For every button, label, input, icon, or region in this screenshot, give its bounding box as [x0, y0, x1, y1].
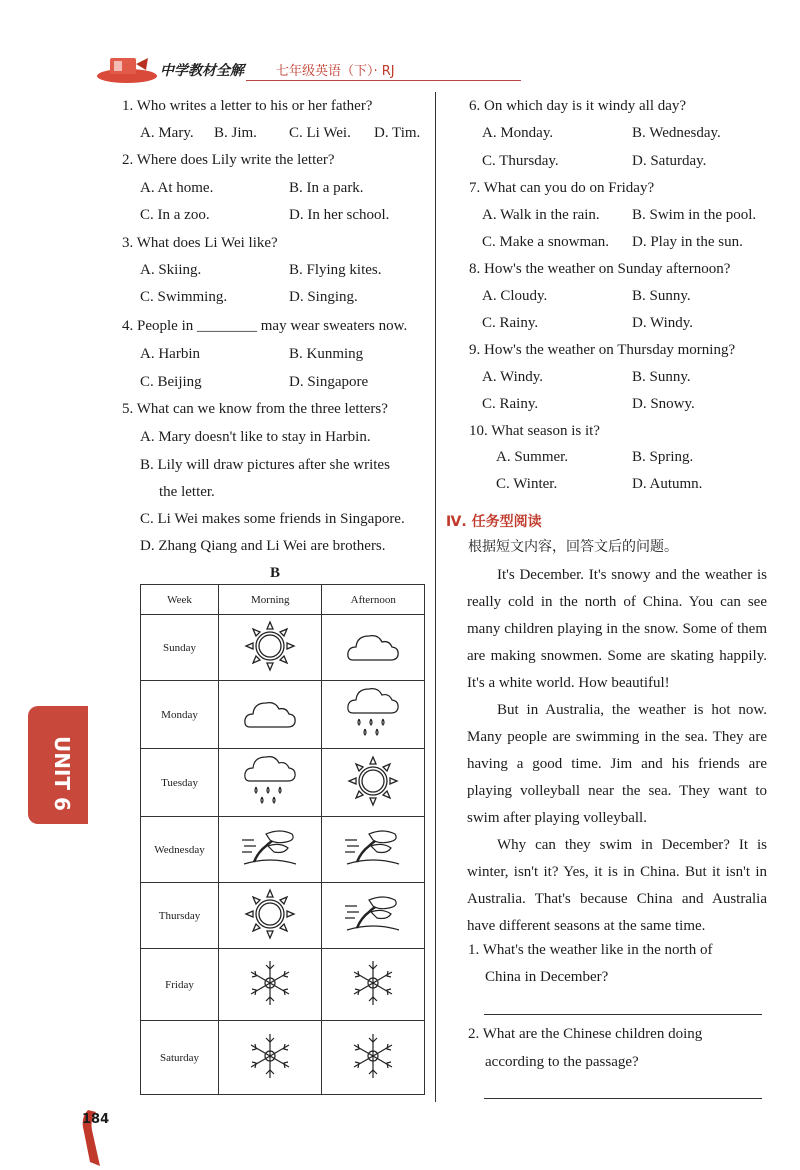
sunny-icon — [219, 615, 322, 681]
windy-icon — [219, 817, 322, 883]
unit-side-tab — [28, 706, 88, 824]
option: C. Make a snowman. — [482, 234, 610, 250]
option: B. Jim. — [214, 125, 257, 141]
option: B. Lily will draw pictures after she writes — [140, 457, 390, 473]
day-cell: Sunday — [141, 615, 219, 681]
option: B. Kunming — [289, 346, 364, 362]
question-2: 2. Where does Lily write the letter? — [122, 152, 335, 168]
section-heading: Ⅳ. 任务型阅读 — [446, 514, 542, 530]
option: A. Summer. — [496, 449, 569, 465]
option: D. Saturday. — [632, 153, 707, 169]
rainy-icon — [219, 749, 322, 817]
option: C. In a zoo. — [140, 207, 210, 223]
table-row — [141, 681, 425, 749]
option: B. Swim in the pool. — [632, 207, 757, 223]
header-rule — [246, 80, 521, 81]
snowy-icon — [322, 949, 425, 1021]
option: C. Li Wei. — [289, 125, 351, 141]
question-3: 3. What does Li Wei like? — [122, 235, 278, 251]
column-divider — [435, 92, 436, 1102]
cloudy-icon — [322, 615, 425, 681]
section-instruction: 根据短文内容，回答文后的问题。 — [468, 539, 678, 555]
page-number: 184 — [82, 1112, 110, 1127]
option: D. Play in the sun. — [632, 234, 743, 250]
option: C. Beijing — [140, 374, 202, 390]
passage-paragraph: But in Australia, the weather is hot now. Many people are swimming in the sea. They are having a good time. Jim and his friends are playing volleyball near the sea. They want to swim after playing volleyball. — [467, 702, 767, 826]
header-week: Week — [141, 585, 219, 615]
option: D. In her school. — [289, 207, 390, 223]
table-row — [141, 1021, 425, 1095]
question-8: 8. How's the weather on Sunday afternoon? — [469, 261, 731, 277]
option: C. Winter. — [496, 476, 558, 492]
option: C. Rainy. — [482, 396, 539, 412]
option: A. At home. — [140, 180, 214, 196]
option: D. Windy. — [632, 315, 694, 331]
day-cell: Tuesday — [141, 749, 219, 817]
book-subtitle: 七年级英语（下）· RJ — [276, 64, 395, 79]
rainy-icon — [322, 681, 425, 749]
day-cell: Friday — [141, 949, 219, 1021]
table-row — [141, 615, 425, 681]
option: A. Mary. — [140, 125, 194, 141]
windy-icon — [322, 883, 425, 949]
option: B. Flying kites. — [289, 262, 382, 278]
option: C. Swimming. — [140, 289, 228, 305]
sunny-icon — [322, 749, 425, 817]
passage-paragraph: Why can they swim in December? It is winter, isn't it? Yes, it is in China. But it isn't in Australia. That's because China and Australia have different seasons at the same time. — [467, 837, 767, 934]
question-7: 7. What can you do on Friday? — [469, 180, 655, 196]
question-10: 10. What season is it? — [469, 423, 600, 439]
option: A. Windy. — [482, 369, 544, 385]
option: D. Singing. — [289, 289, 358, 305]
reading-question-1-cont: China in December? — [485, 969, 609, 985]
option: A. Walk in the rain. — [482, 207, 600, 223]
page-header — [96, 48, 436, 88]
passage-paragraph: It's December. It's snowy and the weather is really cold in the north of China. You can see many children playing in the snow. Some of them are making snowmen. Some are skating happily. It's a white world. How beautiful! — [467, 567, 767, 691]
book-logo-icon — [96, 54, 158, 84]
header-morning: Morning — [219, 585, 322, 615]
table-row — [141, 883, 425, 949]
option: D. Tim. — [374, 125, 421, 141]
table-title: B — [270, 565, 281, 581]
option: D. Singapore — [289, 374, 369, 390]
option: D. Snowy. — [632, 396, 695, 412]
snowy-icon — [219, 949, 322, 1021]
question-1: 1. Who writes a letter to his or her father? — [122, 98, 373, 114]
table-row — [141, 749, 425, 817]
option: C. Rainy. — [482, 315, 539, 331]
question-4: 4. People in ________ may wear sweaters now. — [122, 318, 408, 334]
option: A. Cloudy. — [482, 288, 548, 304]
day-cell: Wednesday — [141, 817, 219, 883]
reading-passage — [467, 562, 767, 940]
option: A. Monday. — [482, 125, 554, 141]
option: C. Thursday. — [482, 153, 559, 169]
weather-table — [140, 584, 425, 1095]
option: D. Autumn. — [632, 476, 703, 492]
option: D. Zhang Qiang and Li Wei are brothers. — [140, 538, 386, 554]
day-cell: Monday — [141, 681, 219, 749]
snowy-icon — [322, 1021, 425, 1095]
option: A. Mary doesn't like to stay in Harbin. — [140, 429, 371, 445]
table-row — [141, 949, 425, 1021]
reading-question-2: 2. What are the Chinese children doing — [468, 1026, 703, 1042]
table-row — [141, 817, 425, 883]
day-cell: Thursday — [141, 883, 219, 949]
option: B. Sunny. — [632, 288, 691, 304]
book-title: 中学教材全解 — [160, 63, 244, 79]
windy-icon — [322, 817, 425, 883]
question-5: 5. What can we know from the three letters? — [122, 401, 388, 417]
answer-line-2[interactable] — [484, 1098, 762, 1099]
question-6: 6. On which day is it windy all day? — [469, 98, 687, 114]
sunny-icon — [219, 883, 322, 949]
question-9: 9. How's the weather on Thursday morning? — [469, 342, 736, 358]
answer-line-1[interactable] — [484, 1014, 762, 1015]
unit-label: UNIT 6 — [50, 736, 74, 811]
option: B. Wednesday. — [632, 125, 721, 141]
reading-question-2-cont: according to the passage? — [485, 1054, 639, 1070]
table-header-row — [141, 585, 425, 615]
option: B. Sunny. — [632, 369, 691, 385]
snowy-icon — [219, 1021, 322, 1095]
option: C. Li Wei makes some friends in Singapore. — [140, 511, 405, 527]
option: B. In a park. — [289, 180, 364, 196]
header-afternoon: Afternoon — [322, 585, 425, 615]
day-cell: Saturday — [141, 1021, 219, 1095]
cloudy-icon — [219, 681, 322, 749]
option: A. Harbin — [140, 346, 200, 362]
option-continued: the letter. — [159, 484, 215, 500]
option: B. Spring. — [632, 449, 694, 465]
reading-question-1: 1. What's the weather like in the north of — [468, 942, 713, 958]
option: A. Skiing. — [140, 262, 202, 278]
